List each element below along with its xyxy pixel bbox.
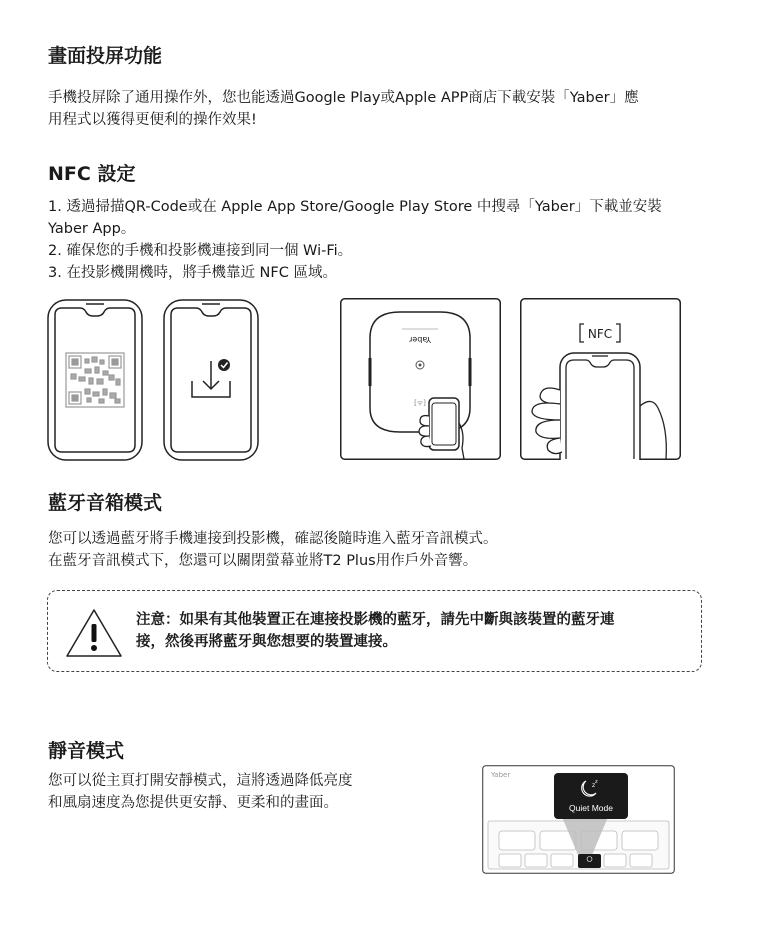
bluetooth-line-2: 在藍牙音訊模式下，您還可以關閉螢幕並將T2 Plus用作戶外音響。 [48, 553, 478, 569]
quiet-line-1: 您可以從主頁打開安靜模式，這將透過降低亮度 [48, 773, 353, 789]
warning-icon [64, 607, 124, 659]
quiet-heading: 靜音模式 [48, 740, 125, 762]
nfc-zone-icon: [ᯤ] [414, 399, 426, 407]
check-badge-icon [218, 359, 230, 371]
nfc-step-1-cont: Yaber App。 [48, 221, 136, 237]
nfc-step-1: 1. 透過掃描QR-Code或在 Apple App Store/Google Play Store 中搜尋「Yaber」下載並安裝 [48, 199, 662, 215]
casting-paragraph [48, 87, 718, 131]
nfc-step-3: 3. 在投影機開機時，將手機靠近 NFC 區域。 [48, 265, 337, 281]
svg-text:z: z [595, 779, 598, 785]
quiet-mode-ui-illustration [482, 765, 675, 874]
quiet-mode-tile [578, 854, 601, 868]
casting-heading: 畫面投屏功能 [48, 45, 163, 67]
warning-text [136, 609, 696, 653]
nfc-tag-label: NFC [587, 327, 613, 341]
phone-qr-illustration [47, 299, 143, 461]
ui-brand-logo: Yaber [491, 771, 511, 779]
nfc-heading: NFC 設定 [48, 163, 136, 185]
bluetooth-heading: 藍牙音箱模式 [48, 492, 163, 514]
bluetooth-line-1: 您可以透過藍牙將手機連接到投影機，確認後隨時進入藍牙音訊模式。 [48, 531, 498, 547]
quiet-line-2: 和風扇速度為您提供更安靜、更柔和的畫面。 [48, 795, 338, 811]
casting-line-1: 手機投屏除了通用操作外，您也能透過Google Play或Apple APP商店下載安裝「Yaber」應 [48, 90, 639, 106]
warning-box [47, 590, 702, 672]
bluetooth-paragraph [48, 528, 718, 572]
nfc-phone-illustration [520, 298, 681, 460]
quiet-paragraph [48, 770, 428, 814]
warning-line-1: 注意：如果有其他裝置正在連接投影機的藍牙，請先中斷與該裝置的藍牙連 [136, 612, 615, 628]
phone-download-illustration [163, 299, 259, 461]
nfc-steps [48, 196, 718, 284]
warning-line-2: 接，然後再將藍牙與您想要的裝置連接。 [136, 634, 397, 650]
projector-brand-logo: Yaber [409, 335, 431, 344]
nfc-step-2: 2. 確保您的手機和投影機連接到同一個 Wi-Fi。 [48, 243, 353, 259]
quiet-mode-label: Quiet Mode [569, 803, 613, 813]
casting-line-2: 用程式以獲得更便利的操作效果! [48, 112, 257, 128]
projector-nfc-illustration [340, 298, 501, 460]
svg-text:z: z [592, 782, 596, 789]
